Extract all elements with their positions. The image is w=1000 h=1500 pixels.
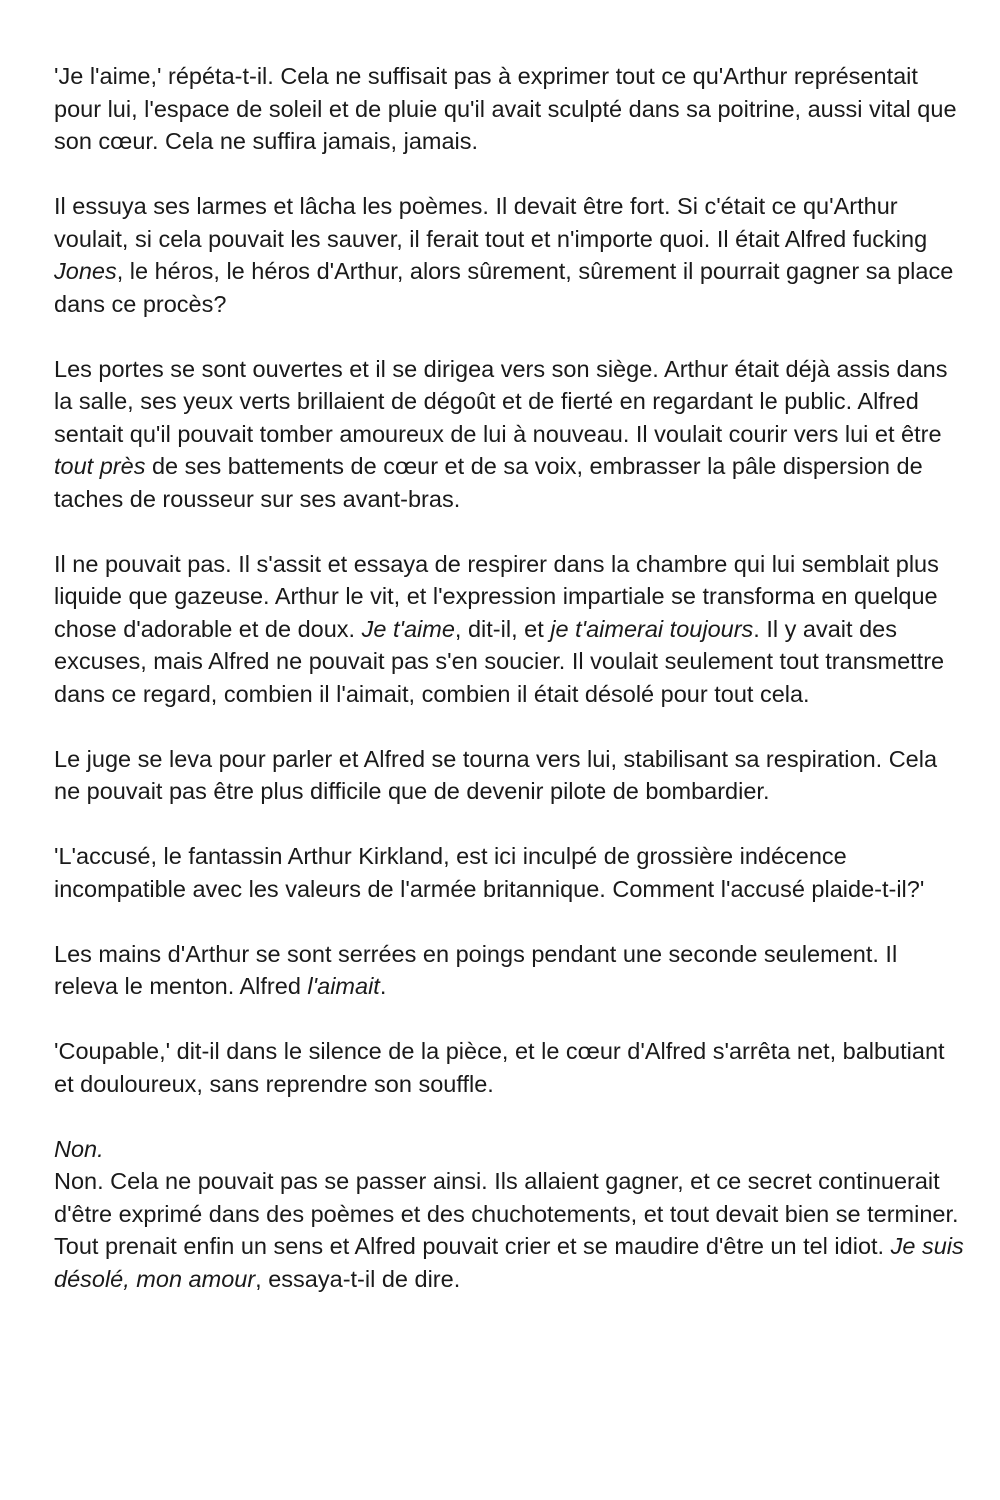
text-run: Il essuya ses larmes et lâcha les poèmes. Il devait être fort. Si c'était ce qu'Arthur voulait, si cela pouvait les sauver, il ferait tout et n'importe quoi. Il était Alfred fucking bbox=[54, 193, 928, 252]
text-run: de ses battements de cœur et de sa voix, embrasser la pâle dispersion de taches de rousseur sur ses avant-bras. bbox=[54, 453, 923, 512]
italic-run: l'aimait bbox=[307, 973, 380, 999]
text-run: 'L'accusé, le fantassin Arthur Kirkland, est ici inculpé de grossière indécence incompatible avec les valeurs de l'armée britannique. Comment l'accusé plaide-t-il?' bbox=[54, 843, 925, 902]
text-run: Il ne pouvait pas. Il s'assit et essaya de respirer dans la chambre qui lui semblait plus liquide que gazeuse. Arthur le vit, et l'expression impartiale se transforma en quelque chose d'adorable et de doux. bbox=[54, 550, 939, 642]
paragraph-5 bbox=[54, 743, 964, 808]
document-page bbox=[54, 60, 964, 1328]
paragraph-2 bbox=[54, 190, 964, 320]
paragraph-4 bbox=[54, 548, 964, 711]
text-run: , dit-il, et bbox=[454, 615, 551, 642]
paragraph-6 bbox=[54, 840, 964, 905]
text-run: Les portes se sont ouvertes et il se dirigea vers son siège. Arthur était déjà assis dans la salle, ses yeux verts brillaient de dégoût et de fierté en regardant le public. Alfred sentait qu'il pouvait tomber amoureux de lui à nouveau. Il voulait courir vers lui et être bbox=[54, 355, 948, 447]
text-run: 'Je l'aime,' répéta-t-il. Cela ne suffisait pas à exprimer tout ce qu'Arthur représentait pour lui, l'espace de soleil et de pluie qu'il avait sculpté dans sa poitrine, aussi vital que son cœur. Cela ne suffira jamais, jamais. bbox=[54, 63, 957, 154]
paragraph-9 bbox=[54, 1133, 964, 1166]
text-run: Le juge se leva pour parler et Alfred se tourna vers lui, stabilisant sa respiration. Cela ne pouvait pas être plus difficile que de devenir pilote de bombardier. bbox=[54, 745, 938, 804]
text-run: . Il y avait des excuses, mais Alfred ne pouvait pas s'en soucier. Il voulait seulement tout transmettre dans ce regard, combien il l'aimait, combien il était désolé pour tout cela. bbox=[54, 615, 945, 707]
italic-run: Jones bbox=[54, 258, 117, 284]
text-run: . bbox=[379, 973, 387, 999]
paragraph-1 bbox=[54, 60, 964, 158]
text-run: , le héros, le héros d'Arthur, alors sûrement, sûrement il pourrait gagner sa place dans ce procès? bbox=[54, 258, 954, 317]
text-run: Les mains d'Arthur se sont serrées en poings pendant une seconde seulement. Il releva le menton. Alfred bbox=[54, 940, 898, 999]
italic-run: Je t'aime bbox=[361, 615, 455, 642]
italic-run: Je suis désolé, mon amour bbox=[54, 1233, 964, 1292]
italic-run: tout près bbox=[54, 453, 146, 479]
text-run: Non. Cela ne pouvait pas se passer ainsi. Ils allaient gagner, et ce secret continuerait d'être exprimé dans des poèmes et des chuchotements, et tout devait bien se terminer. Tout prenait enfin un sens et Alfred pouvait crier et se maudire d'être un tel idiot. bbox=[54, 1168, 959, 1259]
text-run: 'Coupable,' dit-il dans le silence de la pièce, et le cœur d'Alfred s'arrêta net, balbutiant et douloureux, sans reprendre son souffle. bbox=[54, 1038, 945, 1097]
paragraph-10 bbox=[54, 1165, 964, 1295]
paragraph-7 bbox=[54, 938, 964, 1003]
italic-run: Non. bbox=[54, 1135, 104, 1162]
paragraph-3 bbox=[54, 353, 964, 516]
paragraph-8 bbox=[54, 1035, 964, 1100]
text-run: , essaya-t-il de dire. bbox=[255, 1265, 461, 1292]
italic-run: je t'aimerai toujours bbox=[550, 615, 754, 642]
